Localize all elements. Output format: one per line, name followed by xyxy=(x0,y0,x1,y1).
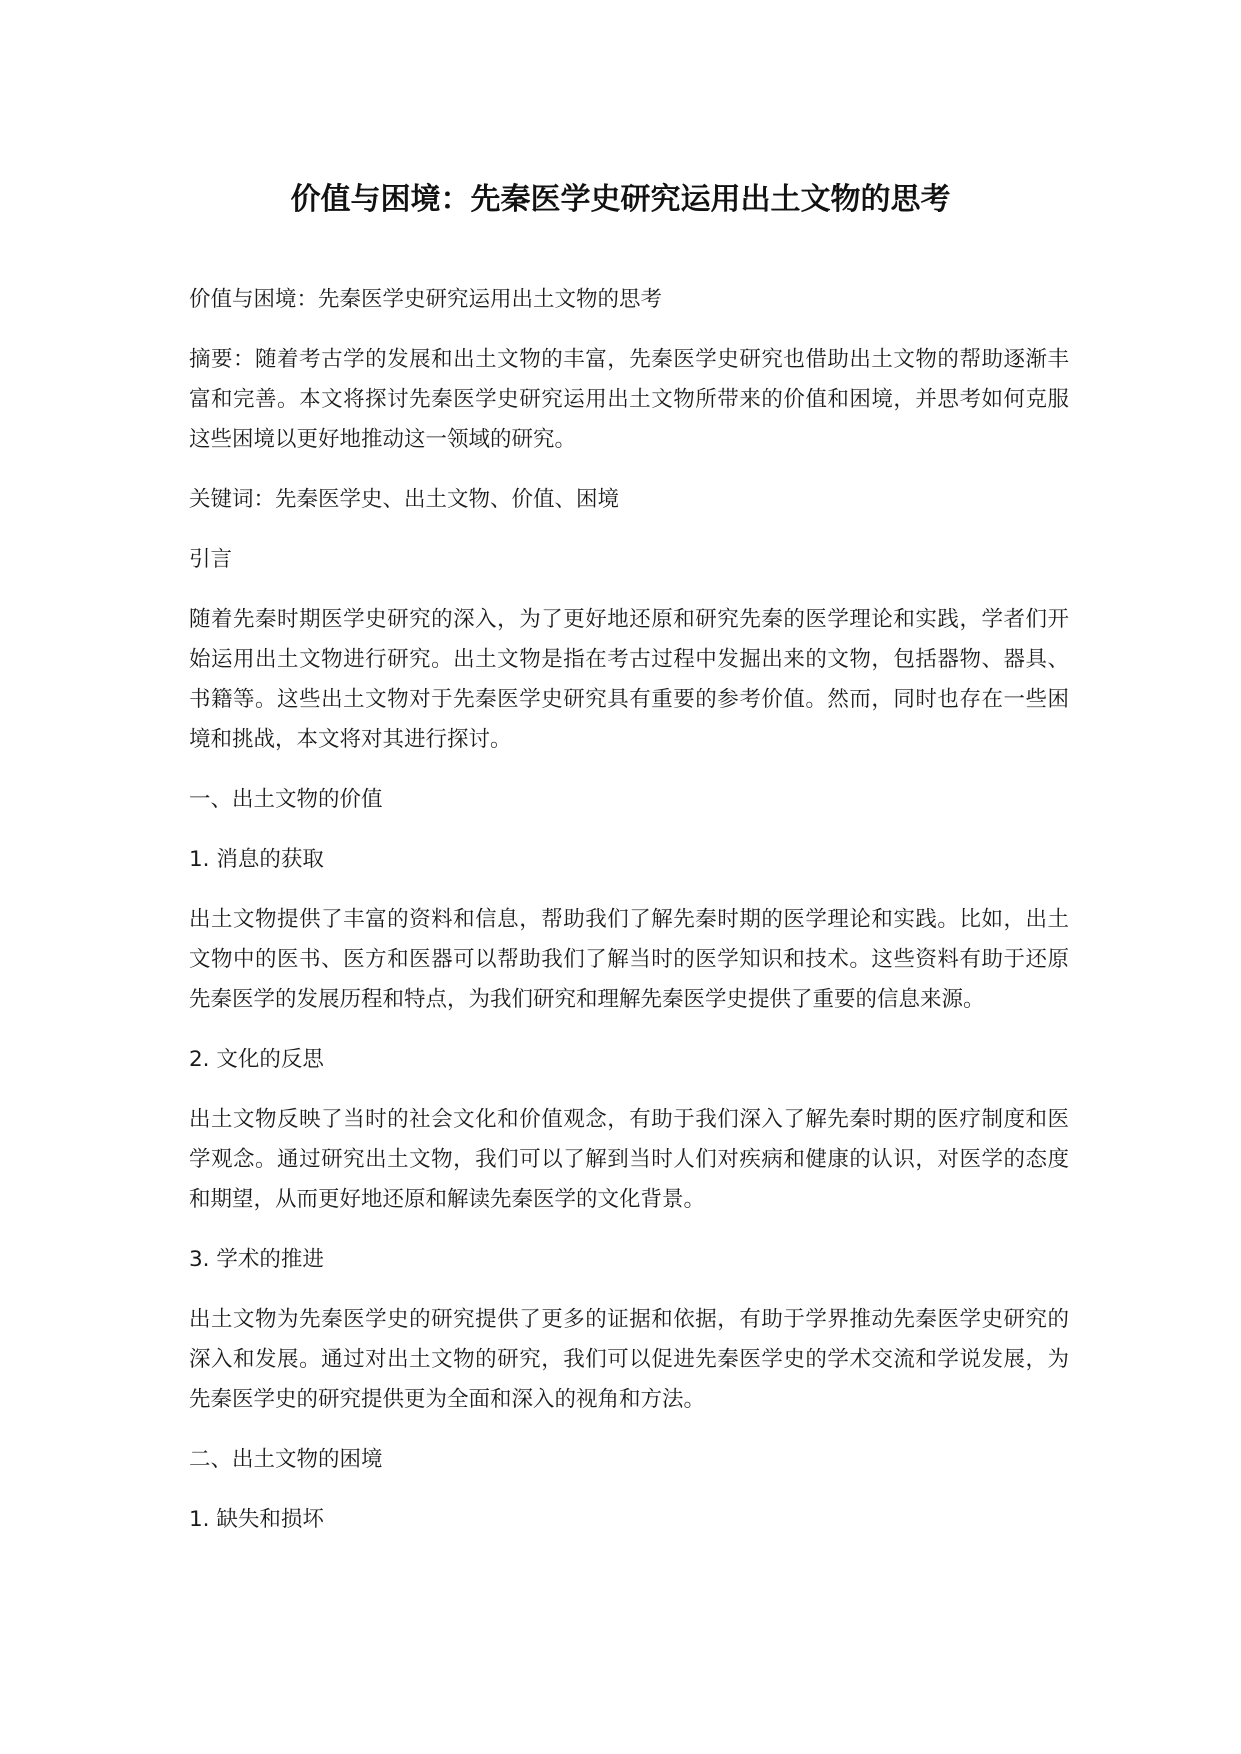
keywords-paragraph: 关键词：先秦医学史、出土文物、价值、困境 xyxy=(189,487,620,512)
section-1-2-heading: 2. 文化的反思 xyxy=(189,1047,324,1072)
intro-heading: 引言 xyxy=(189,547,233,572)
section-1-1-heading: 1. 消息的获取 xyxy=(189,847,324,872)
section-1-2-paragraph: 出土文物反映了当时的社会文化和价值观念，有助于我们深入了解先秦时期的医疗制度和医学观念。通过研究出土文物，我们可以了解到当时人们对疾病和健康的认识，对医学的态度和期望，从而更好地还原和解读先秦医学的文化背景。 xyxy=(189,1107,1069,1212)
subtitle-paragraph: 价值与困境：先秦医学史研究运用出土文物的思考 xyxy=(189,287,663,312)
section-1-3-paragraph: 出土文物为先秦医学史的研究提供了更多的证据和依据，有助于学界推动先秦医学史研究的深入和发展。通过对出土文物的研究，我们可以促进先秦医学史的学术交流和学说发展，为先秦医学史的研究提供更为全面和深入的视角和方法。 xyxy=(189,1307,1069,1412)
section-1-1-paragraph: 出土文物提供了丰富的资料和信息，帮助我们了解先秦时期的医学理论和实践。比如，出土文物中的医书、医方和医器可以帮助我们了解当时的医学知识和技术。这些资料有助于还原先秦医学的发展历程和特点，为我们研究和理解先秦医学史提供了重要的信息来源。 xyxy=(189,907,1069,1012)
section-1-heading: 一、出土文物的价值 xyxy=(189,787,383,812)
section-1-3-heading: 3. 学术的推进 xyxy=(189,1247,324,1272)
abstract-paragraph: 摘要：随着考古学的发展和出土文物的丰富，先秦医学史研究也借助出土文物的帮助逐渐丰富和完善。本文将探讨先秦医学史研究运用出土文物所带来的价值和困境，并思考如何克服这些困境以更好地推动这一领域的研究。 xyxy=(189,347,1069,452)
section-2-heading: 二、出土文物的困境 xyxy=(189,1447,383,1472)
section-2-1-heading: 1. 缺失和损坏 xyxy=(189,1507,324,1532)
document-body xyxy=(189,280,1069,1560)
document-title: 价值与困境：先秦医学史研究运用出土文物的思考 xyxy=(290,182,951,217)
intro-paragraph: 随着先秦时期医学史研究的深入，为了更好地还原和研究先秦的医学理论和实践，学者们开始运用出土文物进行研究。出土文物是指在考古过程中发掘出来的文物，包括器物、器具、书籍等。这些出土文物对于先秦医学史研究具有重要的参考价值。然而，同时也存在一些困境和挑战，本文将对其进行探讨。 xyxy=(189,607,1069,752)
